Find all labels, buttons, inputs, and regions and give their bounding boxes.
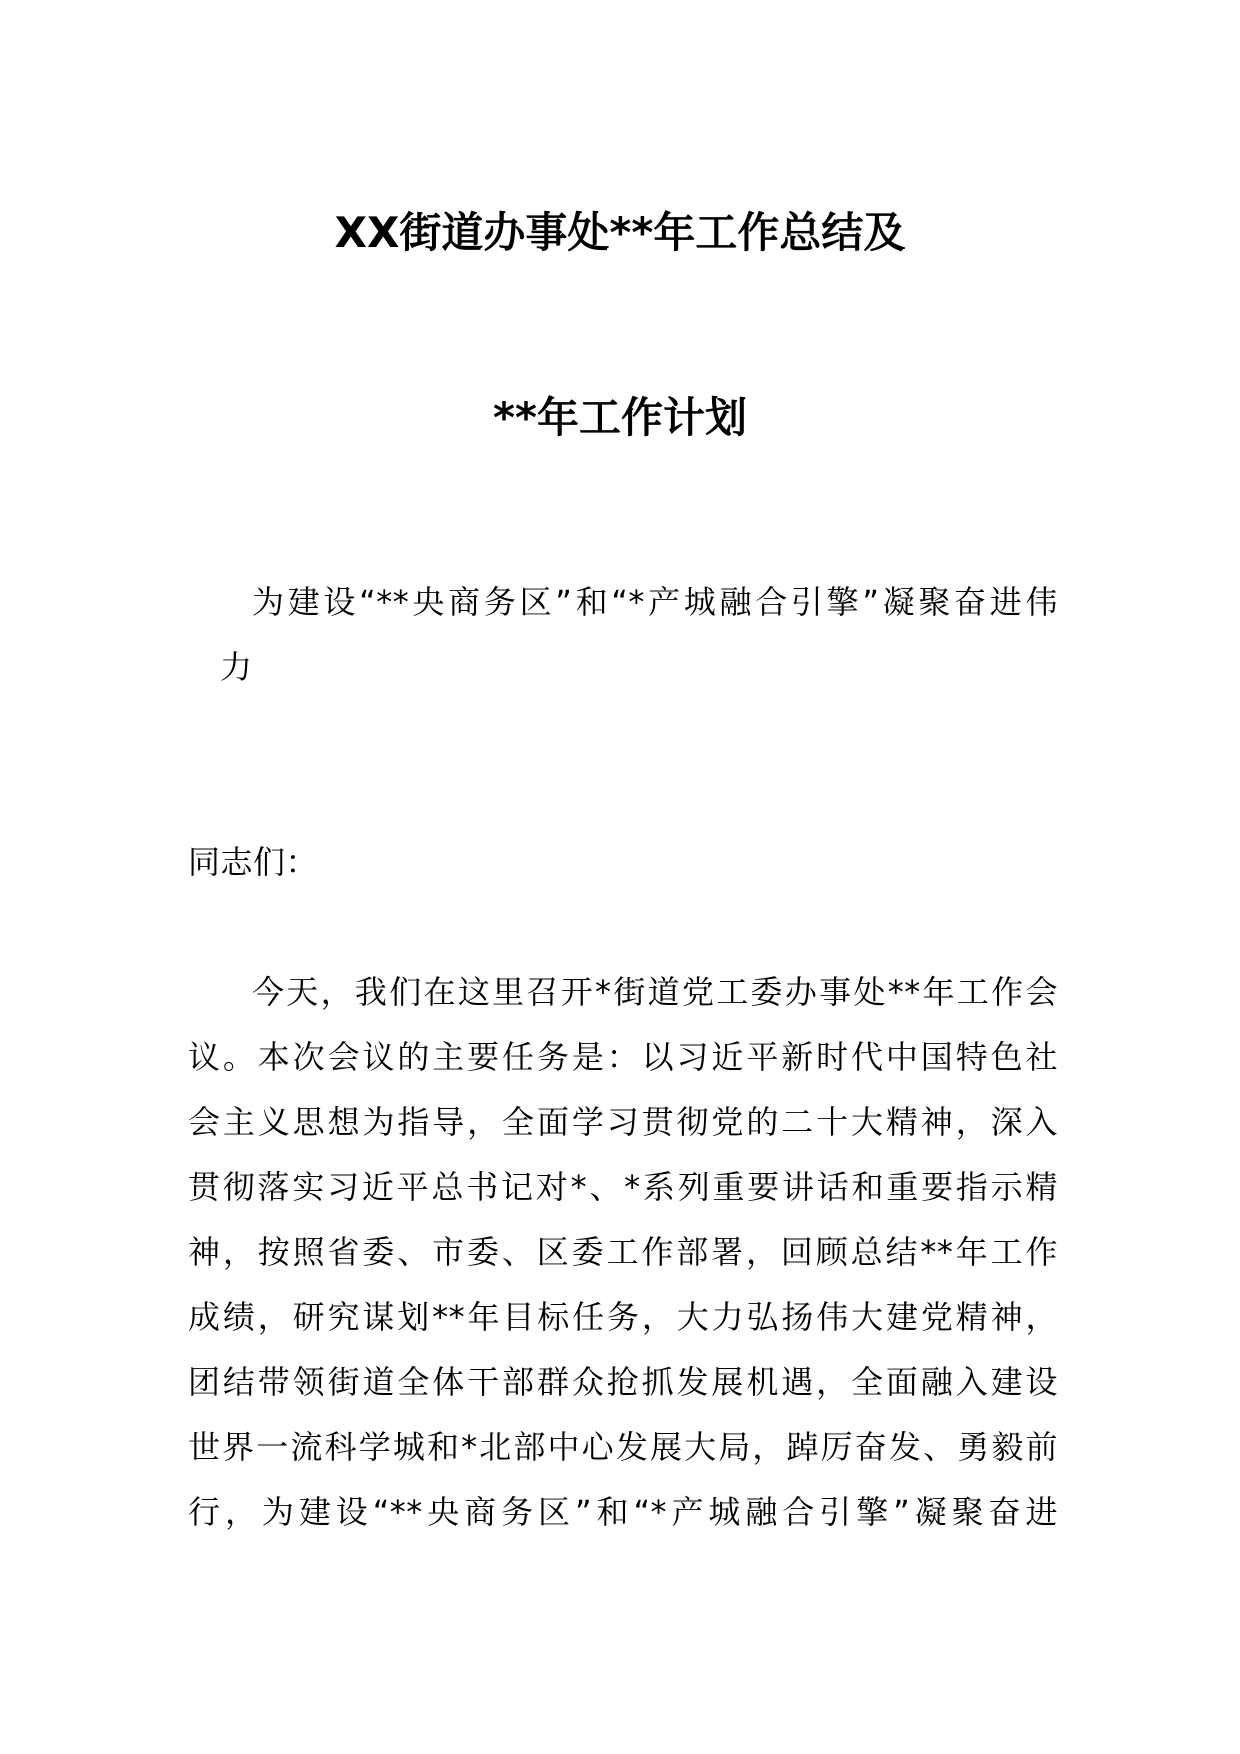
paragraph-line: 团结带领街道全体干部群众抢抓发展机遇，全面融入建设 — [188, 1363, 1058, 1401]
document-subtitle — [188, 570, 1058, 700]
greeting: 同志们： — [188, 843, 319, 881]
subtitle-line: 为建设“**央商务区”和“*产城融合引擎”凝聚奋进伟 — [252, 583, 1058, 621]
paragraph-line: 今天，我们在这里召开*街道党工委办事处**年工作会 — [252, 973, 1058, 1011]
paragraph-line: 神，按照省委、市委、区委工作部署，回顾总结**年工作 — [188, 1233, 1058, 1271]
paragraph-line: 会主义思想为指导，全面学习贯彻党的二十大精神，深入 — [188, 1103, 1058, 1141]
paragraph-line: 世界一流科学城和*北部中心发展大局，踔厉奋发、勇毅前 — [188, 1428, 1058, 1466]
subtitle-line: 力 — [220, 648, 253, 686]
document-title-line-1: XX街道办事处**年工作总结及 — [334, 208, 906, 257]
body-paragraph — [188, 960, 1058, 1545]
paragraph-line: 贯彻落实习近平总书记对*、*系列重要讲话和重要指示精 — [188, 1168, 1058, 1206]
document-title-line-2: **年工作计划 — [493, 393, 747, 442]
paragraph-line: 成绩，研究谋划**年目标任务，大力弘扬伟大建党精神， — [188, 1298, 1058, 1336]
paragraph-line: 行，为建设“**央商务区”和“*产城融合引擎”凝聚奋进 — [188, 1493, 1058, 1531]
paragraph-line: 议。本次会议的主要任务是：以习近平新时代中国特色社 — [188, 1038, 1058, 1076]
